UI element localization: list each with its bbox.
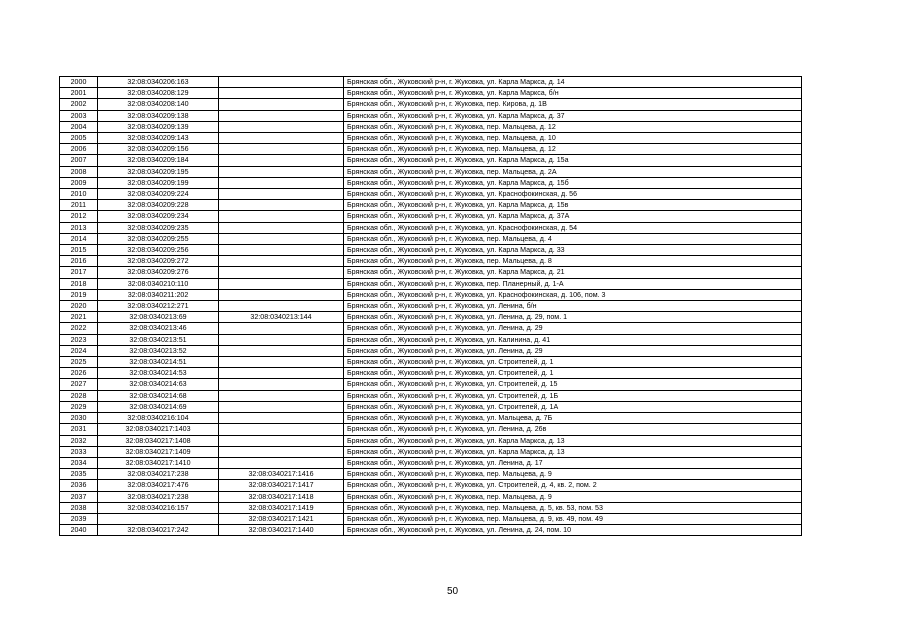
table-row — [60, 289, 802, 300]
address-cell: Брянская обл., Жуковский р-н, г. Жуковка, ул. Карла Маркса, д. 33 — [344, 245, 802, 256]
row-number-cell: 2003 — [60, 110, 98, 121]
related-cadastral-number-cell — [219, 368, 344, 379]
address-cell: Брянская обл., Жуковский р-н, г. Жуковка, ул. Карла Маркса, д. 37А — [344, 211, 802, 222]
address-cell: Брянская обл., Жуковский р-н, г. Жуковка, ул. Ленина, б/н — [344, 301, 802, 312]
address-cell: Брянская обл., Жуковский р-н, г. Жуковка, пер. Мальцева, д. 5, кв. 53, пом. 53 — [344, 502, 802, 513]
table-row — [60, 424, 802, 435]
cadastral-number-cell: 32:08:0340217:238 — [98, 469, 219, 480]
table-row — [60, 99, 802, 110]
table-row — [60, 469, 802, 480]
address-cell: Брянская обл., Жуковский р-н, г. Жуковка, ул. Карла Маркса, д. 37 — [344, 110, 802, 121]
address-cell: Брянская обл., Жуковский р-н, г. Жуковка, ул. Калинина, д. 41 — [344, 334, 802, 345]
address-cell: Брянская обл., Жуковский р-н, г. Жуковка, ул. Ленина, д. 24, пом. 10 — [344, 525, 802, 536]
table-row — [60, 502, 802, 513]
table-row — [60, 301, 802, 312]
table-row — [60, 513, 802, 524]
address-cell: Брянская обл., Жуковский р-н, г. Жуковка, пер. Мальцева, д. 8 — [344, 256, 802, 267]
cadastral-table — [59, 76, 802, 536]
table-row — [60, 357, 802, 368]
cadastral-number-cell: 32:08:0340214:69 — [98, 401, 219, 412]
related-cadastral-number-cell — [219, 233, 344, 244]
row-number-cell: 2028 — [60, 390, 98, 401]
table-row — [60, 278, 802, 289]
row-number-cell: 2015 — [60, 245, 98, 256]
address-cell: Брянская обл., Жуковский р-н, г. Жуковка, пер. Мальцева, д. 9 — [344, 491, 802, 502]
table-row — [60, 323, 802, 334]
row-number-cell: 2017 — [60, 267, 98, 278]
related-cadastral-number-cell — [219, 267, 344, 278]
row-number-cell: 2023 — [60, 334, 98, 345]
related-cadastral-number-cell — [219, 289, 344, 300]
row-number-cell: 2037 — [60, 491, 98, 502]
cadastral-number-cell: 32:08:0340217:1408 — [98, 435, 219, 446]
address-cell: Брянская обл., Жуковский р-н, г. Жуковка, ул. Строителей, д. 1А — [344, 401, 802, 412]
address-cell: Брянская обл., Жуковский р-н, г. Жуковка, ул. Карла Маркса, д. 15б — [344, 177, 802, 188]
row-number-cell: 2032 — [60, 435, 98, 446]
related-cadastral-number-cell — [219, 155, 344, 166]
address-cell: Брянская обл., Жуковский р-н, г. Жуковка, пер. Мальцева, д. 12 — [344, 144, 802, 155]
cadastral-number-cell — [98, 513, 219, 524]
row-number-cell: 2040 — [60, 525, 98, 536]
address-cell: Брянская обл., Жуковский р-н, г. Жуковка, ул. Строителей, д. 15 — [344, 379, 802, 390]
related-cadastral-number-cell: 32:08:0340217:1419 — [219, 502, 344, 513]
cadastral-number-cell: 32:08:0340217:476 — [98, 480, 219, 491]
address-cell: Брянская обл., Жуковский р-н, г. Жуковка, пер. Мальцева, д. 9, кв. 49, пом. 49 — [344, 513, 802, 524]
address-cell: Брянская обл., Жуковский р-н, г. Жуковка, ул. Строителей, д. 1 — [344, 368, 802, 379]
cadastral-number-cell: 32:08:0340209:234 — [98, 211, 219, 222]
address-cell: Брянская обл., Жуковский р-н, г. Жуковка, ул. Ленина, д. 29 — [344, 345, 802, 356]
related-cadastral-number-cell: 32:08:0340217:1416 — [219, 469, 344, 480]
cadastral-number-cell: 32:08:0340209:184 — [98, 155, 219, 166]
address-cell: Брянская обл., Жуковский р-н, г. Жуковка, пер. Мальцева, д. 10 — [344, 133, 802, 144]
row-number-cell: 2022 — [60, 323, 98, 334]
address-cell: Брянская обл., Жуковский р-н, г. Жуковка, ул. Строителей, д. 4, кв. 2, пом. 2 — [344, 480, 802, 491]
address-cell: Брянская обл., Жуковский р-н, г. Жуковка, пер. Мальцева, д. 9 — [344, 469, 802, 480]
address-cell: Брянская обл., Жуковский р-н, г. Жуковка, ул. Карла Маркса, д. 14 — [344, 77, 802, 88]
cadastral-number-cell: 32:08:0340206:163 — [98, 77, 219, 88]
cadastral-number-cell: 32:08:0340217:1410 — [98, 457, 219, 468]
row-number-cell: 2033 — [60, 446, 98, 457]
table-row — [60, 267, 802, 278]
related-cadastral-number-cell — [219, 211, 344, 222]
cadastral-number-cell: 32:08:0340216:157 — [98, 502, 219, 513]
cadastral-number-cell: 32:08:0340209:139 — [98, 121, 219, 132]
address-cell: Брянская обл., Жуковский р-н, г. Жуковка, пер. Мальцева, д. 12 — [344, 121, 802, 132]
address-cell: Брянская обл., Жуковский р-н, г. Жуковка, ул. Строителей, д. 1Б — [344, 390, 802, 401]
address-cell: Брянская обл., Жуковский р-н, г. Жуковка, ул. Ленина, д. 29 — [344, 323, 802, 334]
address-cell: Брянская обл., Жуковский р-н, г. Жуковка, ул. Карла Маркса, д. 13 — [344, 446, 802, 457]
table-row — [60, 200, 802, 211]
cadastral-number-cell: 32:08:0340209:156 — [98, 144, 219, 155]
table-row — [60, 334, 802, 345]
related-cadastral-number-cell — [219, 435, 344, 446]
cadastral-number-cell: 32:08:0340209:256 — [98, 245, 219, 256]
address-cell: Брянская обл., Жуковский р-н, г. Жуковка, пер. Планерный, д. 1-А — [344, 278, 802, 289]
table-row — [60, 166, 802, 177]
table-row — [60, 480, 802, 491]
related-cadastral-number-cell — [219, 390, 344, 401]
row-number-cell: 2030 — [60, 413, 98, 424]
related-cadastral-number-cell — [219, 413, 344, 424]
table-row — [60, 368, 802, 379]
address-cell: Брянская обл., Жуковский р-н, г. Жуковка, ул. Ленина, д. 26в — [344, 424, 802, 435]
cadastral-number-cell: 32:08:0340212:271 — [98, 301, 219, 312]
table-row — [60, 457, 802, 468]
row-number-cell: 2014 — [60, 233, 98, 244]
table-row — [60, 110, 802, 121]
table-row — [60, 312, 802, 323]
related-cadastral-number-cell — [219, 99, 344, 110]
table-row — [60, 390, 802, 401]
table-row — [60, 211, 802, 222]
row-number-cell: 2000 — [60, 77, 98, 88]
related-cadastral-number-cell — [219, 189, 344, 200]
row-number-cell: 2011 — [60, 200, 98, 211]
table-row — [60, 525, 802, 536]
row-number-cell: 2021 — [60, 312, 98, 323]
table-row — [60, 345, 802, 356]
row-number-cell: 2031 — [60, 424, 98, 435]
address-cell: Брянская обл., Жуковский р-н, г. Жуковка, ул. Карла Маркса, д. 21 — [344, 267, 802, 278]
address-cell: Брянская обл., Жуковский р-н, г. Жуковка, ул. Ленина, д. 17 — [344, 457, 802, 468]
related-cadastral-number-cell — [219, 457, 344, 468]
cadastral-number-cell: 32:08:0340209:276 — [98, 267, 219, 278]
cadastral-number-cell: 32:08:0340209:224 — [98, 189, 219, 200]
table-row — [60, 233, 802, 244]
row-number-cell: 2010 — [60, 189, 98, 200]
row-number-cell: 2036 — [60, 480, 98, 491]
row-number-cell: 2025 — [60, 357, 98, 368]
row-number-cell: 2004 — [60, 121, 98, 132]
row-number-cell: 2005 — [60, 133, 98, 144]
table-row — [60, 177, 802, 188]
cadastral-number-cell: 32:08:0340208:140 — [98, 99, 219, 110]
cadastral-number-cell: 32:08:0340214:53 — [98, 368, 219, 379]
related-cadastral-number-cell: 32:08:0340217:1418 — [219, 491, 344, 502]
cadastral-number-cell: 32:08:0340217:1409 — [98, 446, 219, 457]
related-cadastral-number-cell — [219, 121, 344, 132]
address-cell: Брянская обл., Жуковский р-н, г. Жуковка, ул. Карла Маркса, д. 13 — [344, 435, 802, 446]
cadastral-number-cell: 32:08:0340217:238 — [98, 491, 219, 502]
address-cell: Брянская обл., Жуковский р-н, г. Жуковка, ул. Краснофокинская, д. 54 — [344, 222, 802, 233]
table-row — [60, 155, 802, 166]
related-cadastral-number-cell — [219, 222, 344, 233]
table-row — [60, 121, 802, 132]
related-cadastral-number-cell: 32:08:0340217:1421 — [219, 513, 344, 524]
table-row — [60, 256, 802, 267]
cadastral-number-cell: 32:08:0340217:1403 — [98, 424, 219, 435]
table-row — [60, 245, 802, 256]
related-cadastral-number-cell — [219, 401, 344, 412]
row-number-cell: 2019 — [60, 289, 98, 300]
related-cadastral-number-cell — [219, 110, 344, 121]
address-cell: Брянская обл., Жуковский р-н, г. Жуковка, ул. Ленина, д. 29, пом. 1 — [344, 312, 802, 323]
row-number-cell: 2039 — [60, 513, 98, 524]
address-cell: Брянская обл., Жуковский р-н, г. Жуковка, пер. Кирова, д. 1В — [344, 99, 802, 110]
row-number-cell: 2020 — [60, 301, 98, 312]
table-row — [60, 413, 802, 424]
row-number-cell: 2006 — [60, 144, 98, 155]
cadastral-number-cell: 32:08:0340209:235 — [98, 222, 219, 233]
cadastral-number-cell: 32:08:0340209:199 — [98, 177, 219, 188]
table-row — [60, 88, 802, 99]
address-cell: Брянская обл., Жуковский р-н, г. Жуковка, ул. Карла Маркса, б/н — [344, 88, 802, 99]
row-number-cell: 2001 — [60, 88, 98, 99]
cadastral-number-cell: 32:08:0340209:272 — [98, 256, 219, 267]
related-cadastral-number-cell — [219, 200, 344, 211]
table-row — [60, 401, 802, 412]
related-cadastral-number-cell — [219, 357, 344, 368]
cadastral-number-cell: 32:08:0340216:104 — [98, 413, 219, 424]
related-cadastral-number-cell — [219, 424, 344, 435]
table-row — [60, 189, 802, 200]
related-cadastral-number-cell — [219, 345, 344, 356]
table-row — [60, 144, 802, 155]
row-number-cell: 2018 — [60, 278, 98, 289]
table-row — [60, 133, 802, 144]
document-table-container — [59, 76, 801, 536]
cadastral-number-cell: 32:08:0340214:68 — [98, 390, 219, 401]
row-number-cell: 2026 — [60, 368, 98, 379]
cadastral-number-cell: 32:08:0340217:242 — [98, 525, 219, 536]
related-cadastral-number-cell — [219, 334, 344, 345]
address-cell: Брянская обл., Жуковский р-н, г. Жуковка, ул. Мальцева, д. 7Б — [344, 413, 802, 424]
table-row — [60, 222, 802, 233]
related-cadastral-number-cell — [219, 133, 344, 144]
table-row — [60, 77, 802, 88]
cadastral-number-cell: 32:08:0340209:195 — [98, 166, 219, 177]
cadastral-number-cell: 32:08:0340213:46 — [98, 323, 219, 334]
related-cadastral-number-cell — [219, 301, 344, 312]
address-cell: Брянская обл., Жуковский р-н, г. Жуковка, ул. Карла Маркса, д. 15а — [344, 155, 802, 166]
cadastral-number-cell: 32:08:0340209:138 — [98, 110, 219, 121]
table-row — [60, 491, 802, 502]
cadastral-number-cell: 32:08:0340208:129 — [98, 88, 219, 99]
related-cadastral-number-cell — [219, 278, 344, 289]
table-row — [60, 446, 802, 457]
related-cadastral-number-cell — [219, 166, 344, 177]
address-cell: Брянская обл., Жуковский р-н, г. Жуковка, ул. Строителей, д. 1 — [344, 357, 802, 368]
cadastral-number-cell: 32:08:0340211:202 — [98, 289, 219, 300]
row-number-cell: 2024 — [60, 345, 98, 356]
related-cadastral-number-cell — [219, 446, 344, 457]
address-cell: Брянская обл., Жуковский р-н, г. Жуковка, ул. Краснофокинская, д. 56 — [344, 189, 802, 200]
related-cadastral-number-cell — [219, 77, 344, 88]
cadastral-number-cell: 32:08:0340214:51 — [98, 357, 219, 368]
row-number-cell: 2008 — [60, 166, 98, 177]
cadastral-number-cell: 32:08:0340210:110 — [98, 278, 219, 289]
cadastral-number-cell: 32:08:0340213:52 — [98, 345, 219, 356]
row-number-cell: 2034 — [60, 457, 98, 468]
table-row — [60, 379, 802, 390]
related-cadastral-number-cell — [219, 88, 344, 99]
related-cadastral-number-cell — [219, 245, 344, 256]
row-number-cell: 2013 — [60, 222, 98, 233]
cadastral-number-cell: 32:08:0340214:63 — [98, 379, 219, 390]
cadastral-number-cell: 32:08:0340209:228 — [98, 200, 219, 211]
row-number-cell: 2029 — [60, 401, 98, 412]
row-number-cell: 2016 — [60, 256, 98, 267]
row-number-cell: 2038 — [60, 502, 98, 513]
row-number-cell: 2012 — [60, 211, 98, 222]
related-cadastral-number-cell — [219, 256, 344, 267]
row-number-cell: 2027 — [60, 379, 98, 390]
address-cell: Брянская обл., Жуковский р-н, г. Жуковка, ул. Карла Маркса, д. 15в — [344, 200, 802, 211]
table-row — [60, 435, 802, 446]
cadastral-number-cell: 32:08:0340209:143 — [98, 133, 219, 144]
row-number-cell: 2035 — [60, 469, 98, 480]
row-number-cell: 2007 — [60, 155, 98, 166]
cadastral-number-cell: 32:08:0340209:255 — [98, 233, 219, 244]
address-cell: Брянская обл., Жуковский р-н, г. Жуковка, пер. Мальцева, д. 4 — [344, 233, 802, 244]
related-cadastral-number-cell — [219, 379, 344, 390]
cadastral-number-cell: 32:08:0340213:69 — [98, 312, 219, 323]
related-cadastral-number-cell: 32:08:0340217:1417 — [219, 480, 344, 491]
related-cadastral-number-cell — [219, 323, 344, 334]
address-cell: Брянская обл., Жуковский р-н, г. Жуковка, ул. Краснофокинская, д. 106, пом. 3 — [344, 289, 802, 300]
related-cadastral-number-cell: 32:08:0340217:1440 — [219, 525, 344, 536]
address-cell: Брянская обл., Жуковский р-н, г. Жуковка, пер. Мальцева, д. 2А — [344, 166, 802, 177]
page-number: 50 — [446, 586, 459, 597]
related-cadastral-number-cell — [219, 144, 344, 155]
related-cadastral-number-cell: 32:08:0340213:144 — [219, 312, 344, 323]
cadastral-number-cell: 32:08:0340213:51 — [98, 334, 219, 345]
related-cadastral-number-cell — [219, 177, 344, 188]
row-number-cell: 2009 — [60, 177, 98, 188]
table-body — [60, 77, 802, 536]
row-number-cell: 2002 — [60, 99, 98, 110]
